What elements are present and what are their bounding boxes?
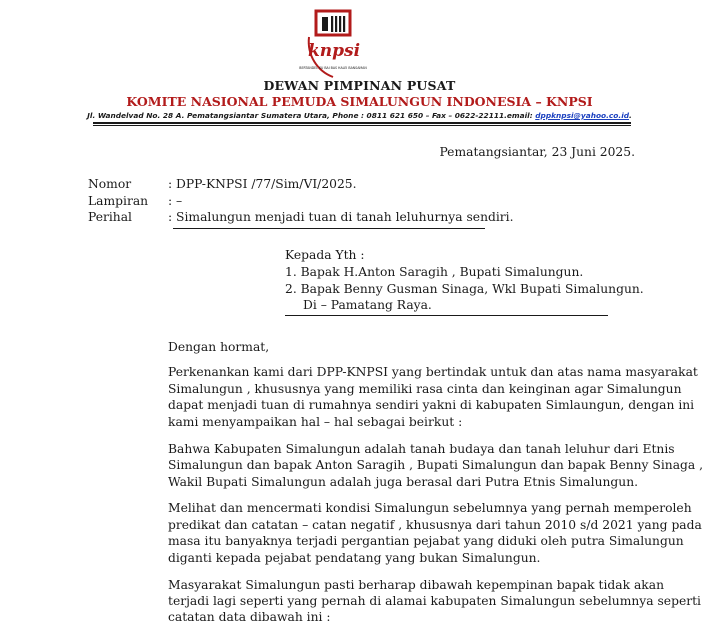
recipient-item: 2. Bapak Benny Gusman Sinaga, Wkl Bupati Simalungun.: [285, 282, 644, 296]
meta-label-perihal: Perihal: [88, 210, 132, 224]
meta-value-lampiran: : –: [168, 194, 183, 208]
greeting: Dengan hormat,: [168, 340, 270, 354]
knpsi-logo: [299, 7, 367, 85]
paragraph-line: Bahwa Kabupaten Simalungun adalah tanah budaya dan tanah leluhur dari Etnis: [168, 442, 675, 456]
recipient-underline: [285, 315, 608, 316]
address-end: .: [629, 111, 632, 120]
paragraph-line: Masyarakat Simalungun pasti berharap dibawah kepempinan bapak tidak akan: [168, 578, 665, 592]
subject-underline: [173, 228, 485, 229]
header-rule-thin: [93, 125, 631, 126]
paragraph-line: diganti kepada pejabat pendatang yang bukan Simalungun.: [168, 551, 541, 565]
paragraph-line: Simalungun , khususnya yang memiliki rasa cinta dan keinginan agar Simalungun: [168, 382, 682, 396]
address-text: Jl. Wandelvad No. 28 A. Pematangsiantar Sumatera Utara, Phone : 0811 621 650 – Fax – 0622-22111.email:: [87, 111, 536, 120]
org-address: [0, 111, 719, 120]
place-date: Pematangsiantar, 23 Juni 2025.: [439, 145, 635, 159]
header-rule-thick: [93, 122, 631, 124]
meta-value-nomor: : DPP-KNPSI /77/Sim/VI/2025.: [168, 177, 357, 191]
org-name: KOMITE NASIONAL PEMUDA SIMALUNGUN INDONESIA – KNPSI: [126, 94, 593, 109]
logo-caption: BERTANDEL KU BAI BAS HALEI BANSAMAN: [299, 66, 367, 70]
paragraph-line: terjadi lagi seperti yang pernah di alamai kabupaten Simalungun sebelumnya seperti: [168, 594, 701, 608]
meta-label-lampiran: Lampiran: [88, 194, 149, 208]
org-title: DEWAN PIMPINAN PUSAT: [263, 78, 456, 93]
paragraph-line: kami menyampaikan hal – hal sebagai beirkut :: [168, 415, 463, 429]
paragraph-line: predikat dan catatan – catan negatif , khususnya dari tahun 2010 s/d 2021 yang pada: [168, 518, 702, 532]
paragraph-line: catatan data dibawah ini :: [168, 610, 331, 624]
paragraph-line: Wakil Bupati Simalungun adalah juga berasal dari Putra Etnis Simalungun.: [168, 475, 639, 489]
meta-value-perihal: : Simalungun menjadi tuan di tanah leluhurnya sendiri.: [168, 210, 514, 224]
recipient-location: Di – Pamatang Raya.: [303, 298, 432, 312]
recipient-item: 1. Bapak H.Anton Saragih , Bupati Simalungun.: [285, 265, 584, 279]
paragraph-line: masa itu banyaknya terjadi pergantian pejabat yang diduki oleh putra Simalungun: [168, 534, 684, 548]
paragraph-line: Simalungun dan bapak Anton Saragih , Bupati Simalungun dan bapak Benny Sinaga ,: [168, 458, 704, 472]
paragraph-line: dapat menjadi tuan di rumahnya sendiri yakni di kabupaten Simlaungun, dengan ini: [168, 398, 695, 412]
paragraph-line: Perkenankan kami dari DPP-KNPSI yang bertindak untuk dan atas nama masyarakat: [168, 365, 698, 379]
logo-text: knpsi: [307, 41, 361, 61]
recipient-heading: Kepada Yth :: [285, 248, 365, 262]
paragraph-line: Melihat dan mencermati kondisi Simalungun sebelumnya yang pernah memperoleh: [168, 501, 692, 515]
meta-label-nomor: Nomor: [88, 177, 132, 191]
email-link[interactable]: dppknpsi@yahoo.co.id: [535, 111, 630, 120]
